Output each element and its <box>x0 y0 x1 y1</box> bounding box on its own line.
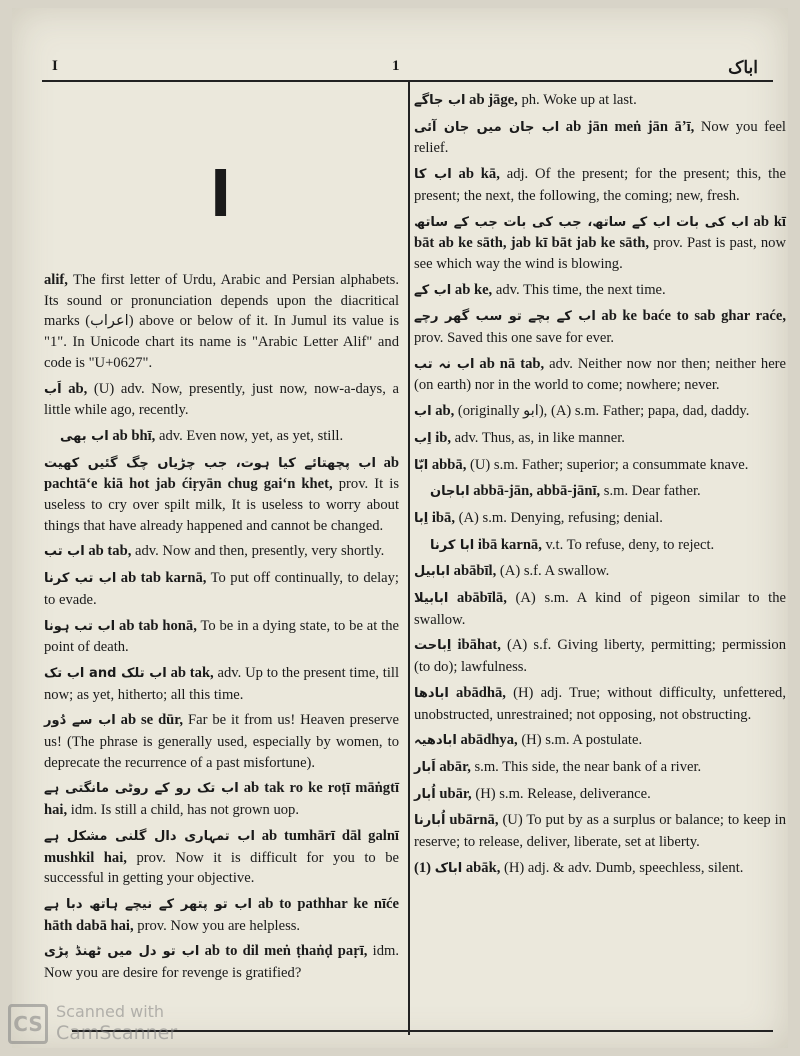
definition: adv. Thus, as, in like manner. <box>451 429 625 446</box>
dictionary-entry <box>414 90 786 112</box>
dictionary-entry <box>414 401 786 423</box>
dictionary-entry <box>44 941 399 983</box>
transliteration: ubār, <box>439 785 472 802</box>
transliteration: ab to dil meṅ ṭhaṅḍ paṛī, <box>204 943 368 960</box>
dictionary-entry <box>44 541 399 563</box>
dictionary-entry <box>414 535 786 557</box>
urdu-headword: اب جان میں جان آئی <box>414 119 560 135</box>
transliteration: abādhya, <box>460 732 518 749</box>
definition: adv. Now and then, presently, very shortly. <box>131 543 385 560</box>
dictionary-entry <box>414 481 786 503</box>
urdu-headword: اب تو پتھر کے نیچے ہاتھ دبا ہے <box>44 896 252 912</box>
transliteration: ab to pathhar ke nīće hāth dabā hai, <box>44 895 400 934</box>
definition: (A) s.m. Denying, refusing; denial. <box>455 509 663 526</box>
transliteration: ab tak, <box>170 664 214 681</box>
definition: s.m. This side, the near bank of a river. <box>470 758 702 775</box>
definition: (U) To put by as a surplus or balance; to keep in reserve; to release, deliver, liberate, set at liberty. <box>414 812 787 851</box>
transliteration: ab se dūr, <box>120 712 184 729</box>
dictionary-entry <box>414 561 786 583</box>
transliteration: ab ke baće to sab ghar raće, <box>601 308 786 325</box>
urdu-headword: اِباحت <box>414 638 452 654</box>
header-left: I <box>52 58 58 74</box>
urdu-headword: اب نہ تب <box>414 356 475 372</box>
urdu-headword: اب تب کرنا <box>44 571 117 587</box>
definition: (U) adv. Now, presently, just now, now-a-days, a little while ago, recently. <box>44 380 399 419</box>
dictionary-page <box>12 8 788 1048</box>
urdu-headword: اب کی بات اب کے ساتھ، جب کی بات جب کے ساتھ <box>414 214 749 230</box>
urdu-headword: اب کا <box>414 167 452 183</box>
transliteration: ab tab honā, <box>119 617 197 634</box>
definition: To put off continually, to delay; to evade. <box>44 570 399 608</box>
definition: idm. Now you are desire for revenge is gratified? <box>44 943 399 982</box>
transliteration: ab tumhārī dāl galnī mushkil hai, <box>44 827 399 866</box>
dictionary-entry <box>44 778 399 820</box>
definition: The first letter of Urdu, Arabic and Persian alphabets. Its sound or pronunciation depends upon the diacritical marks (اعراب) above or below of it. In Jumul its value is "1". In Unicode chart its name is "Arabic Letter Alif" and code is "U+0627". <box>44 272 399 371</box>
transliteration: ab ke, <box>454 281 493 298</box>
transliteration: ab kā, <box>458 166 500 183</box>
urdu-headword: اب کے <box>414 282 452 298</box>
urdu-headword: اَب <box>44 381 62 397</box>
transliteration: ab bhī, <box>112 427 156 444</box>
dictionary-entry <box>44 270 399 374</box>
urdu-headword: اب تک رو کے روٹی مانگتی ہے <box>44 781 239 797</box>
urdu-headword: اب تک and اب تلک <box>44 665 167 681</box>
transliteration: abār, <box>439 758 471 775</box>
transliteration: ab tab, <box>88 543 132 560</box>
urdu-headword: ابّا <box>414 457 429 473</box>
transliteration: (1) abāk, <box>414 859 501 876</box>
dictionary-entry <box>414 508 786 530</box>
watermark-line1: Scanned with <box>56 1002 165 1021</box>
definition: prov. Saved this one save for ever. <box>414 330 615 347</box>
definition: prov. Past is past, now see which way the wind is blowing. <box>414 235 786 272</box>
right-column <box>414 90 786 885</box>
transliteration: abbā, <box>431 456 467 473</box>
dictionary-entry <box>414 858 786 880</box>
urdu-headword: اُبار <box>414 786 436 802</box>
transliteration: ib, <box>435 429 452 446</box>
transliteration: abābīl, <box>453 563 497 580</box>
urdu-headword: اب <box>414 404 432 420</box>
dictionary-entry <box>414 212 786 275</box>
dictionary-entry <box>414 588 786 630</box>
definition: adv. This time, the next time. <box>492 281 666 298</box>
definition: idm. Is still a child, has not grown uop. <box>67 802 299 819</box>
urdu-headword: ابادھیہ <box>414 733 457 749</box>
transliteration: ab tab karnā, <box>120 570 207 587</box>
transliteration: alif, <box>44 272 68 288</box>
urdu-headword: اِب <box>414 430 432 446</box>
urdu-headword: ابادھا <box>414 685 449 701</box>
section-letter-alif: ا <box>210 158 232 231</box>
definition: (A) s.f. Giving liberty, permitting; permission (to do); lawfulness. <box>414 637 786 676</box>
page-number: 1 <box>392 58 400 74</box>
definition: (A) s.f. A swallow. <box>496 563 610 580</box>
urdu-headword: اب تب <box>44 544 85 560</box>
transliteration: ubārnā, <box>449 812 499 829</box>
definition: Now you feel relief. <box>414 118 786 157</box>
dictionary-entry <box>44 379 399 421</box>
dictionary-entry <box>414 117 786 159</box>
camscanner-logo: CS <box>8 1004 48 1044</box>
definition: (U) s.m. Father; superior; a consummate knave. <box>466 456 749 473</box>
definition: v.t. To refuse, deny, to reject. <box>541 536 715 553</box>
header-right-guide-word: اباک <box>728 58 758 77</box>
urdu-headword: اب تب ہونا <box>44 618 116 634</box>
urdu-headword: ابا کرنا <box>430 537 475 553</box>
dictionary-entry <box>414 280 786 302</box>
urdu-headword: اُبارنا <box>414 813 446 829</box>
urdu-headword: ابابیلا <box>414 591 449 607</box>
urdu-headword: اباجان <box>430 484 470 500</box>
transliteration: ab nā tab, <box>479 355 545 372</box>
definition: (H) adj. & adv. Dumb, speechless, silent. <box>500 859 744 876</box>
transliteration: ibā karnā, <box>477 536 542 553</box>
dictionary-entry <box>44 453 399 537</box>
definition: (H) s.m. A postulate. <box>517 732 643 749</box>
definition: prov. It is useless to cry over spilt milk, It is useless to worry about things that have already happened and cannot be changed. <box>44 476 399 534</box>
dictionary-entry <box>414 635 786 677</box>
dictionary-entry <box>414 784 786 806</box>
urdu-headword: اب بھی <box>60 428 109 444</box>
definition: adv. Up to the present time, till now; as yet, hitherto; all this time. <box>44 664 400 703</box>
dictionary-entry <box>44 710 399 773</box>
definition: ph. Woke up at last. <box>517 92 637 108</box>
urdu-headword: اَبار <box>414 759 436 775</box>
dictionary-entry <box>414 683 786 725</box>
transliteration: ab, <box>68 380 88 397</box>
transliteration: ibāhat, <box>457 637 501 654</box>
watermark-line2: CamScanner <box>56 1022 178 1044</box>
dictionary-entry <box>44 826 399 889</box>
definition: (A) s.m. A kind of pigeon similar to the swallow. <box>414 590 786 628</box>
urdu-headword: اب تمہاری دال گلنی مشکل ہے <box>44 828 255 844</box>
dictionary-entry <box>414 757 786 779</box>
camscanner-watermark <box>0 996 260 1052</box>
dictionary-entry <box>414 730 786 752</box>
definition: prov. Now it is difficult for you to be successful in getting your objective. <box>44 849 399 887</box>
definition: s.m. Dear father. <box>600 483 701 500</box>
dictionary-entry <box>414 354 786 396</box>
transliteration: abbā-jān, abbā-jānī, <box>473 483 601 500</box>
transliteration: abādhā, <box>456 684 506 701</box>
urdu-headword: اب کے بچے تو سب گھر رچے <box>414 309 596 325</box>
dictionary-entry <box>414 455 786 477</box>
transliteration: abābīlā, <box>456 590 507 607</box>
dictionary-entry <box>44 426 399 448</box>
column-divider <box>408 80 410 1035</box>
urdu-headword: اب پچھتائے کیا ہوت، جب چڑیاں چگ گئیں کھیت <box>44 455 376 471</box>
definition: (H) s.m. Release, deliverance. <box>471 785 651 802</box>
transliteration: ab kī bāt ab ke sāth, jab kī bāt jab ke sāth, <box>414 213 786 252</box>
definition: To be in a dying state, to be at the point of death. <box>44 617 400 656</box>
urdu-headword: اباک <box>434 860 463 876</box>
urdu-headword: اب سے دُور <box>44 713 116 729</box>
definition: (originally ابو), (A) s.m. Father; papa, dad, daddy. <box>454 403 750 420</box>
definition: adv. Neither now nor then; neither here (on earth) nor in the world to come; nowhere; never. <box>414 355 787 394</box>
transliteration: ibā, <box>431 509 455 526</box>
dictionary-entry <box>44 663 399 705</box>
definition: adv. Even now, yet, as yet, still. <box>155 427 344 444</box>
definition: (H) adj. True; without difficulty, unfettered, unobstructed, unrestrained; not opposing, not obstructing. <box>414 684 786 723</box>
transliteration: ab jān meṅ jān āʼī, <box>565 118 695 135</box>
dictionary-entry <box>414 428 786 450</box>
dictionary-entry <box>414 306 786 348</box>
urdu-headword: اب تو دل میں ٹھنڈ پڑی <box>44 944 200 960</box>
definition: prov. Now you are helpless. <box>133 917 301 934</box>
transliteration: ab pachtāʻe kiā hot jab ćiṛyān chug gaiʻn khet, <box>44 454 399 493</box>
transliteration: ab, <box>435 403 455 420</box>
transliteration: ab tak ro ke roṭī māṅgtī hai, <box>44 780 399 819</box>
urdu-headword: ابابیل <box>414 564 451 580</box>
urdu-headword: اب جاگے <box>414 93 466 108</box>
definition: Far be it from us! Heaven preserve us! (The phrase is generally used, especially by women, to deprecate the recurrence of a past misfortune). <box>44 712 400 771</box>
dictionary-entry <box>44 568 399 610</box>
dictionary-entry <box>414 164 786 206</box>
dictionary-entry <box>44 894 399 936</box>
dictionary-entry <box>414 810 786 852</box>
left-column <box>44 270 399 989</box>
transliteration: ab jāge, <box>469 92 518 108</box>
dictionary-entry <box>44 616 399 658</box>
urdu-headword: اِبا <box>414 510 429 526</box>
definition: adj. Of the present; for the present; this, the present; the next, the following, the coming; new, fresh. <box>414 166 786 204</box>
